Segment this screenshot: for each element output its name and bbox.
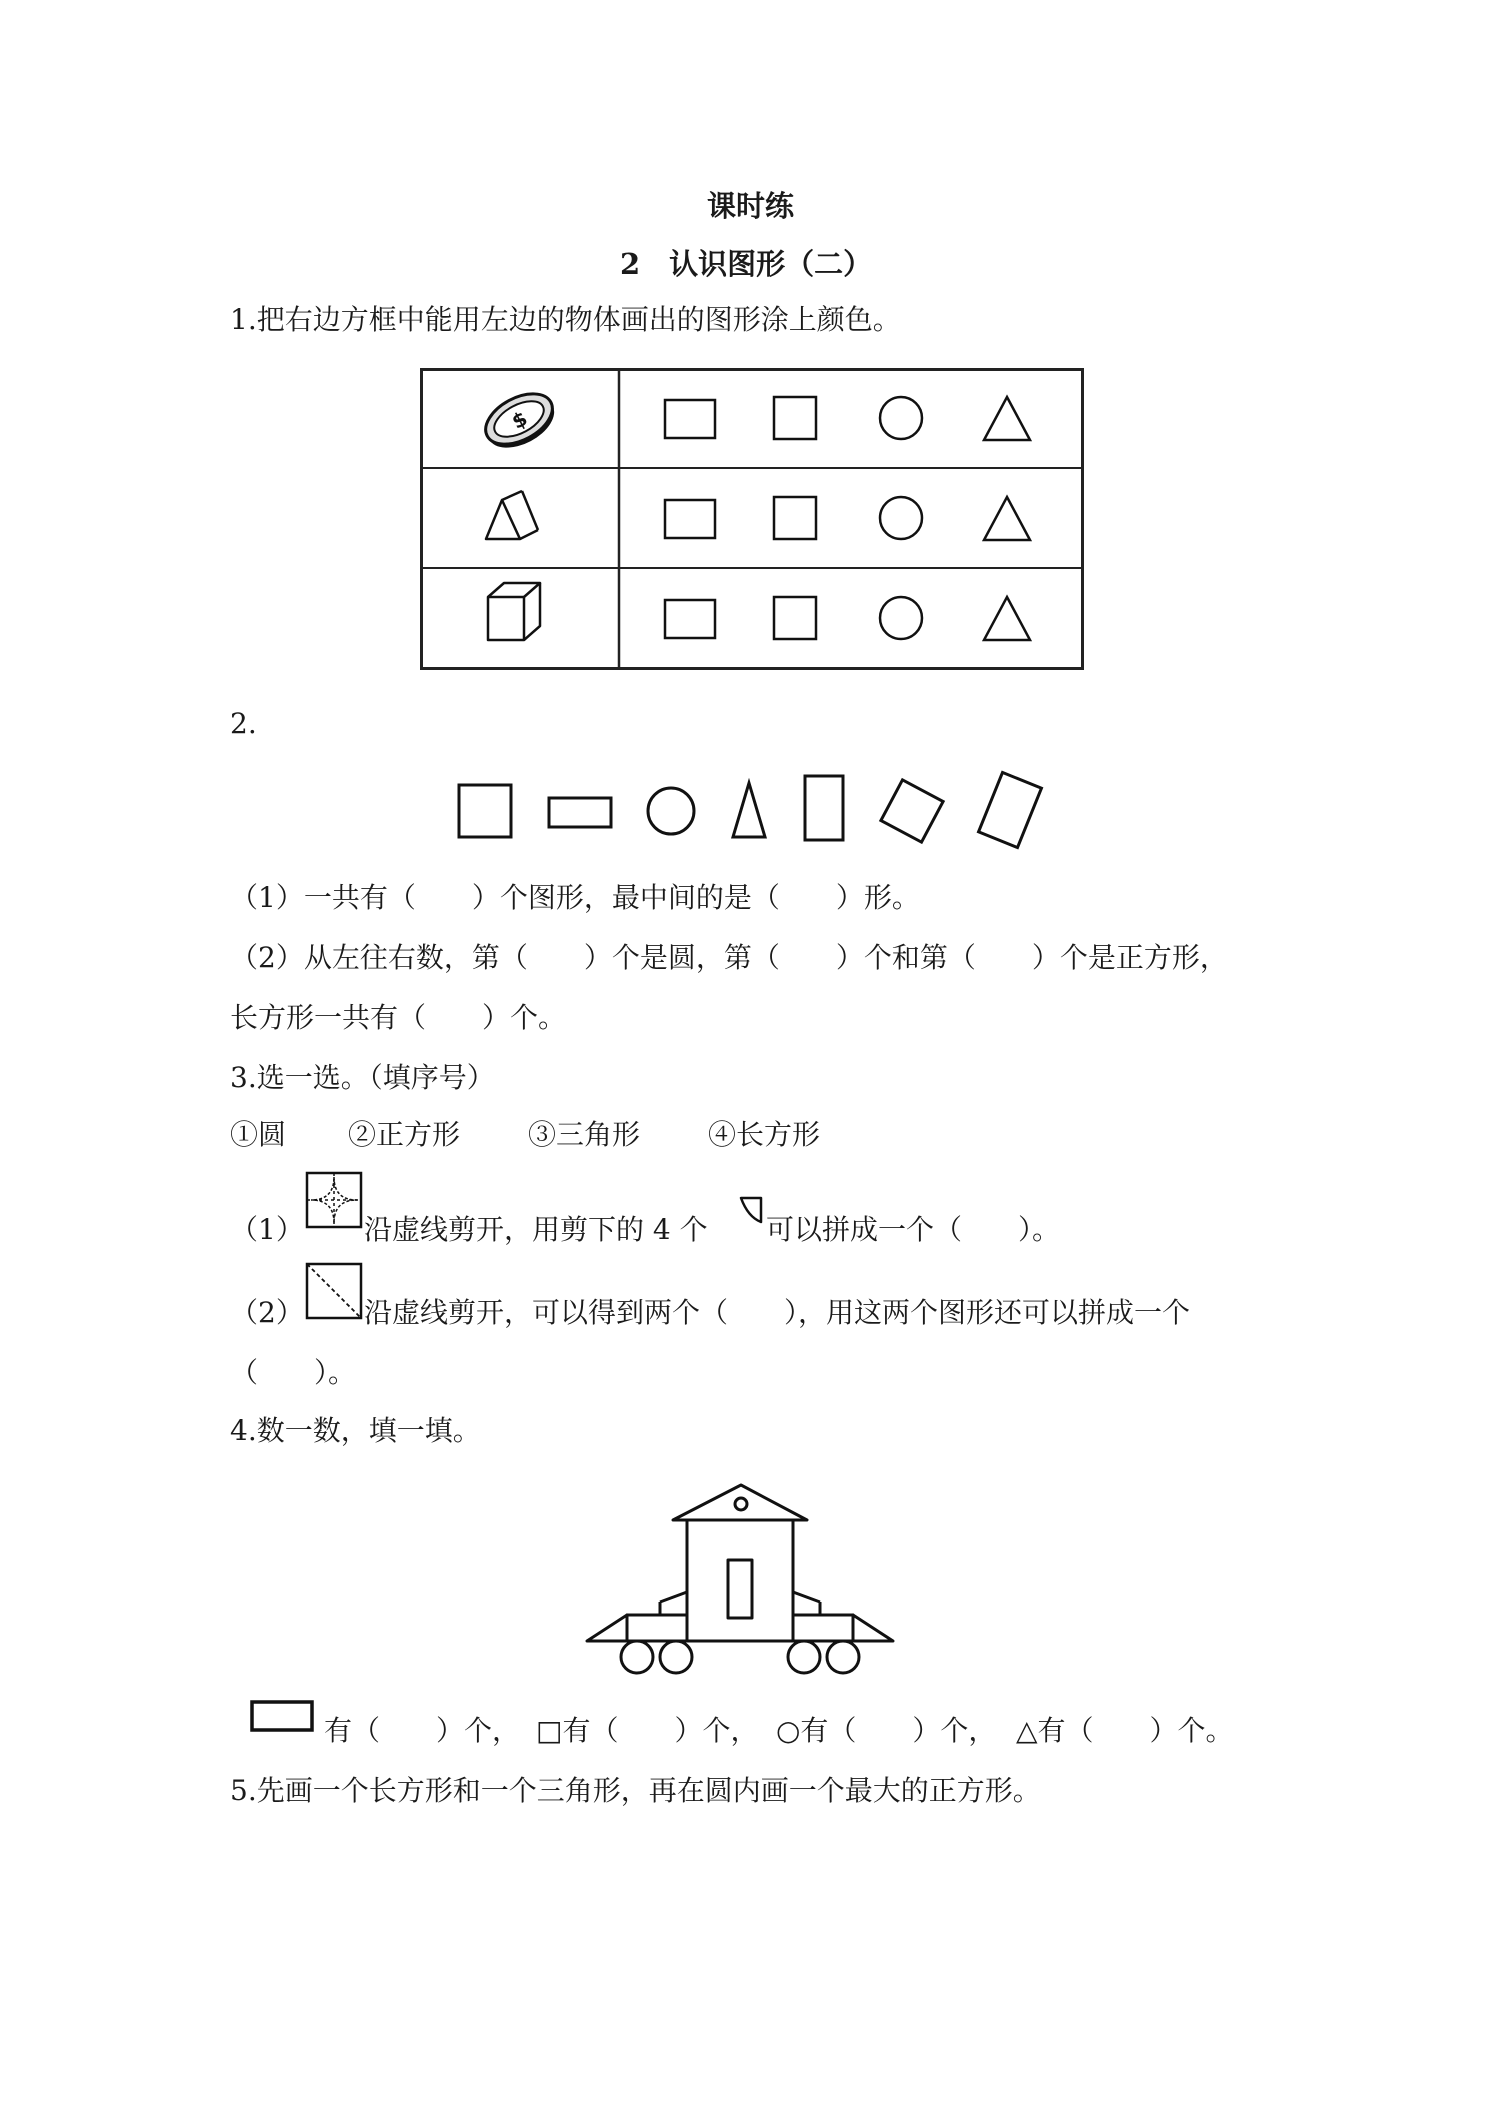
triangle-icon xyxy=(984,497,1030,540)
rectangle-icon xyxy=(665,600,715,638)
q3-option-2: ②正方形 xyxy=(348,1118,461,1151)
svg-text:$: $ xyxy=(507,406,532,434)
q3-option-4: ④长方形 xyxy=(708,1118,821,1151)
rectangle-icon xyxy=(665,400,715,438)
q3-item1-text-b: 可以拼成一个（ ）。 xyxy=(766,1213,1061,1246)
square-icon xyxy=(459,785,511,837)
circle-icon xyxy=(648,788,694,834)
q2-shape-row xyxy=(450,770,1050,850)
rectangle-icon xyxy=(805,776,843,840)
rectangle-icon xyxy=(665,500,715,538)
q2-line-1: （1）一共有（ ）个图形，最中间的是（ ）形。 xyxy=(230,881,920,914)
rectangle-icon xyxy=(549,798,611,827)
q4-triangle-count: △有（ ）个。 xyxy=(1016,1714,1234,1747)
q5-prompt: 5.先画一个长方形和一个三角形，再在圆内画一个最大的正方形。 xyxy=(230,1774,1041,1807)
triangular-prism-icon xyxy=(486,491,538,539)
q2-line-3: 长方形一共有（ ）个。 xyxy=(230,1001,567,1034)
square-icon xyxy=(881,780,943,842)
quarter-piece-icon xyxy=(738,1195,764,1225)
q4-prompt: 4.数一数，填一填。 xyxy=(230,1414,481,1447)
triangle-icon xyxy=(984,597,1030,640)
rectangle-icon xyxy=(250,1700,314,1734)
q3-prompt: 3.选一选。（填序号） xyxy=(230,1061,495,1094)
q3-option-3: ③三角形 xyxy=(528,1118,641,1151)
square-icon xyxy=(774,597,816,639)
circle-icon xyxy=(880,397,922,439)
q3-item2-text-a: 沿虚线剪开，可以得到两个（ ），用这两个图形还可以拼成一个 xyxy=(364,1296,1191,1329)
q3-option-1: ①圆 xyxy=(230,1118,287,1151)
q4-circle-count: ○有（ ）个， xyxy=(776,1714,997,1747)
q3-item1-text-a: 沿虚线剪开，用剪下的 4 个 xyxy=(364,1213,708,1246)
train-house-figure xyxy=(580,1480,910,1670)
cuboid-icon xyxy=(488,583,540,640)
q1-prompt: 1.把右边方框中能用左边的物体画出的图形涂上颜色。 xyxy=(230,303,901,336)
square-icon xyxy=(774,497,816,539)
q3-item2-prefix: （2） xyxy=(230,1296,304,1329)
rectangle-icon xyxy=(979,772,1042,847)
page-title: 课时练 xyxy=(707,189,795,223)
coin-icon xyxy=(477,384,562,458)
square-icon xyxy=(774,397,816,439)
lesson-subtitle: 2 认识图形（二） xyxy=(620,247,873,281)
dashed-square-figure-icon xyxy=(305,1171,363,1229)
q4-rect-count: 有（ ）个， xyxy=(324,1714,521,1747)
circle-icon xyxy=(880,497,922,539)
q1-table xyxy=(420,368,1084,670)
q4-square-count: □有（ ）个， xyxy=(536,1714,759,1747)
q2-line-2: （2）从左往右数，第（ ）个是圆，第（ ）个和第（ ）个是正方形， xyxy=(230,941,1228,974)
circle-icon xyxy=(880,597,922,639)
triangle-icon xyxy=(984,397,1030,440)
dashed-diagonal-square-icon xyxy=(305,1262,363,1320)
triangle-icon xyxy=(733,783,765,837)
q2-label: 2. xyxy=(230,707,257,740)
q3-item1-prefix: （1） xyxy=(230,1213,304,1246)
q3-item2-line2: （ ）。 xyxy=(230,1356,357,1389)
